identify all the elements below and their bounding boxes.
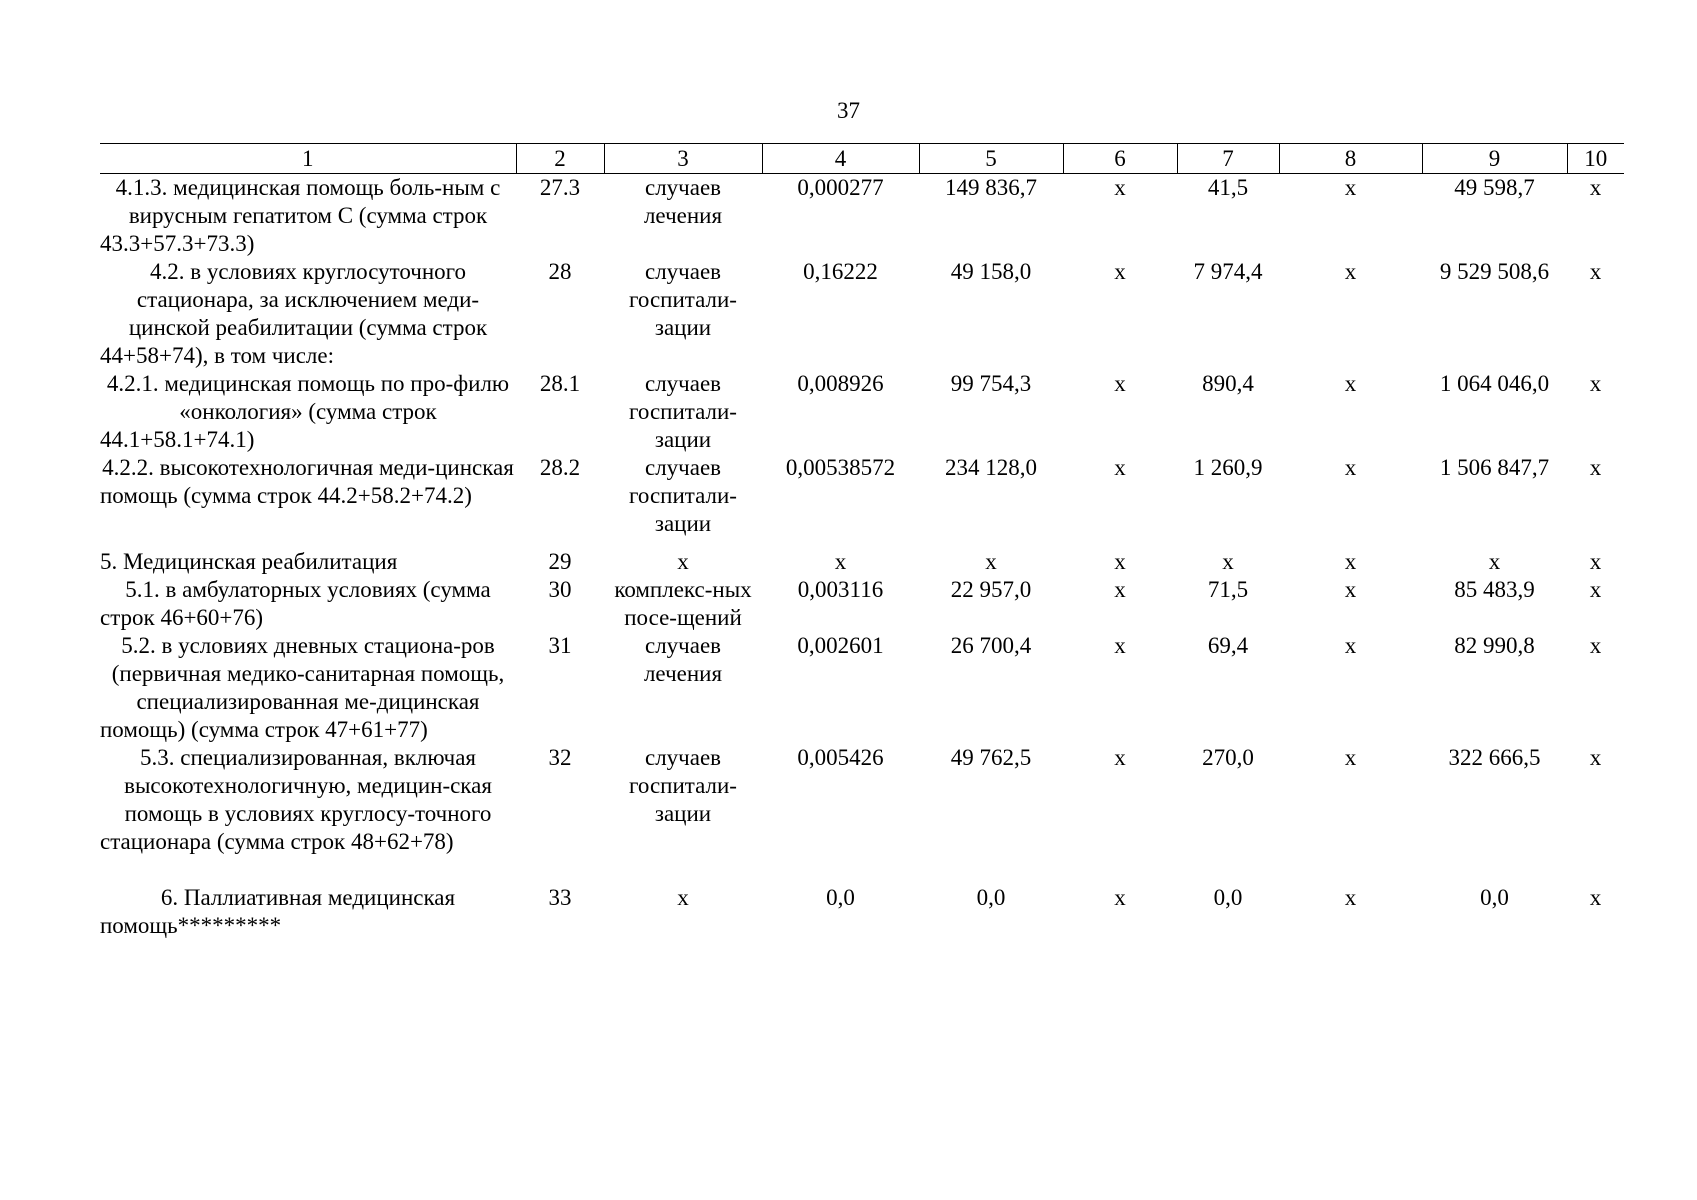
value-cell: 0,16222 [803, 259, 878, 284]
value-cell: 82 990,8 [1454, 633, 1535, 658]
value-cell: 1 260,9 [1193, 455, 1263, 480]
unit-cell: комплекс-ных посе-щений [614, 577, 752, 630]
column-header: 5 [919, 144, 1063, 174]
value-cell: х [1344, 549, 1357, 574]
value-cell: х [1344, 745, 1357, 770]
unit-cell: х [677, 549, 689, 574]
table-row [100, 576, 1624, 632]
value-cell: х [1114, 175, 1126, 200]
value-cell: х [1114, 259, 1126, 284]
value-cell: х [1222, 549, 1234, 574]
value-cell: х [1589, 885, 1602, 910]
value-cell: х [1344, 259, 1357, 284]
row-number: 28.1 [539, 371, 581, 396]
value-cell: х [1589, 259, 1602, 284]
row-number: 28 [548, 259, 572, 284]
table-row [100, 856, 1624, 940]
column-header: 6 [1063, 144, 1177, 174]
value-cell: х [1589, 745, 1602, 770]
row-number: 33 [548, 885, 572, 910]
column-header: 1 [100, 144, 516, 174]
row-number: 31 [548, 633, 572, 658]
value-cell: х [1344, 455, 1357, 480]
value-cell: 1 506 847,7 [1439, 455, 1550, 480]
value-cell: 71,5 [1207, 577, 1249, 602]
column-header: 3 [604, 144, 762, 174]
table-row [100, 744, 1624, 856]
unit-cell: случаев лечения [643, 175, 723, 228]
table-row [100, 538, 1624, 576]
value-cell: 9 529 508,6 [1439, 259, 1550, 284]
table-row [100, 258, 1624, 370]
value-cell: х [1488, 549, 1501, 574]
value-cell: х [1114, 633, 1126, 658]
page-number: 37 [837, 98, 860, 123]
value-cell: х [1589, 577, 1602, 602]
value-cell: 0,00538572 [785, 455, 896, 480]
value-cell: х [1114, 455, 1126, 480]
value-cell: 85 483,9 [1454, 577, 1535, 602]
value-cell: х [1114, 549, 1126, 574]
column-header: 8 [1279, 144, 1422, 174]
value-cell: 49 598,7 [1454, 175, 1535, 200]
row-description: 5.1. в амбулаторных условиях (сумма строк 46+60+76) [100, 577, 491, 630]
value-cell: х [1589, 633, 1602, 658]
value-cell: 270,0 [1202, 745, 1254, 770]
value-cell: х [1344, 175, 1357, 200]
value-cell: х [1344, 371, 1357, 396]
value-cell: 69,4 [1207, 633, 1249, 658]
row-number: 29 [548, 549, 572, 574]
value-cell: 0,008926 [797, 371, 884, 396]
unit-cell: случаев лечения [643, 633, 723, 686]
value-cell: х [1344, 885, 1357, 910]
row-description: 4.2. в условиях круглосуточного стационара, за исключением меди-цинской реабилитации (сумма строк 44+58+74), в том числе: [100, 259, 488, 368]
value-cell: 26 700,4 [950, 633, 1032, 658]
header-row [100, 144, 1624, 174]
table-row [100, 454, 1624, 538]
value-cell: х [1589, 549, 1602, 574]
value-cell: 49 762,5 [950, 745, 1032, 770]
row-description: 6. Паллиативная медицинская помощь********* [100, 885, 456, 938]
value-cell: х [985, 549, 997, 574]
row-description: 4.2.2. высокотехнологичная меди-цинская помощь (сумма строк 44.2+58.2+74.2) [100, 455, 514, 508]
row-number: 30 [548, 577, 572, 602]
value-cell: 1 064 046,0 [1439, 371, 1550, 396]
column-header: 9 [1422, 144, 1567, 174]
row-description: 4.1.3. медицинская помощь боль-ным с вирусным гепатитом С (сумма строк 43.3+57.3+73.3) [100, 175, 501, 256]
value-cell: х [1589, 175, 1602, 200]
value-cell: х [1344, 577, 1357, 602]
value-cell: 149 836,7 [945, 175, 1037, 200]
value-cell: х [1114, 745, 1126, 770]
row-description: 5.2. в условиях дневных стациона-ров (первичная медико-санитарная помощь, специализированная ме-дицинская помощь) (сумма строк 47+61+77) [100, 633, 505, 742]
unit-cell: случаев госпитали-зации [629, 371, 737, 452]
value-cell: 99 754,3 [950, 371, 1032, 396]
value-cell: х [1344, 633, 1357, 658]
row-description: 4.2.1. медицинская помощь по про-филю «онкология» (сумма строк 44.1+58.1+74.1) [100, 371, 510, 452]
unit-cell: случаев госпитали-зации [629, 745, 737, 826]
value-cell: 7 974,4 [1193, 259, 1263, 284]
value-cell: 0,0 [976, 885, 1006, 910]
row-number: 27.3 [539, 175, 581, 200]
unit-cell: случаев госпитали-зации [629, 259, 737, 340]
value-cell: 322 666,5 [1448, 745, 1541, 770]
value-cell: х [834, 549, 847, 574]
value-cell: 234 128,0 [945, 455, 1037, 480]
column-header: 10 [1567, 144, 1624, 174]
value-cell: 49 158,0 [950, 259, 1032, 284]
row-number: 32 [548, 745, 572, 770]
unit-cell: х [677, 885, 689, 910]
row-description: 5.3. специализированная, включая высокотехнологичную, медицин-ская помощь в условиях круглосу-точного стационара (сумма строк 48+62+78) [100, 745, 492, 854]
row-number: 28.2 [539, 455, 581, 480]
value-cell: 0,0 [1213, 885, 1243, 910]
value-cell: 22 957,0 [950, 577, 1032, 602]
table-row [100, 632, 1624, 744]
value-cell: х [1114, 885, 1126, 910]
value-cell: х [1589, 371, 1602, 396]
table-row [100, 370, 1624, 454]
value-cell: 0,005426 [797, 745, 884, 770]
value-cell: х [1589, 455, 1602, 480]
value-cell: 0,000277 [797, 175, 884, 200]
value-cell: 0,0 [826, 885, 855, 910]
value-cell: 41,5 [1207, 175, 1249, 200]
unit-cell: случаев госпитали-зации [629, 455, 737, 536]
column-header: 2 [516, 144, 604, 174]
value-cell: 0,002601 [797, 633, 884, 658]
row-description: 5. Медицинская реабилитация [100, 549, 398, 574]
value-cell: х [1114, 371, 1126, 396]
column-header: 7 [1177, 144, 1279, 174]
value-cell: х [1114, 577, 1126, 602]
value-cell: 0,003116 [797, 577, 884, 602]
data-table [100, 143, 1624, 940]
value-cell: 890,4 [1202, 371, 1254, 396]
column-header: 4 [762, 144, 919, 174]
value-cell: 0,0 [1480, 885, 1509, 910]
table-row [100, 174, 1624, 259]
